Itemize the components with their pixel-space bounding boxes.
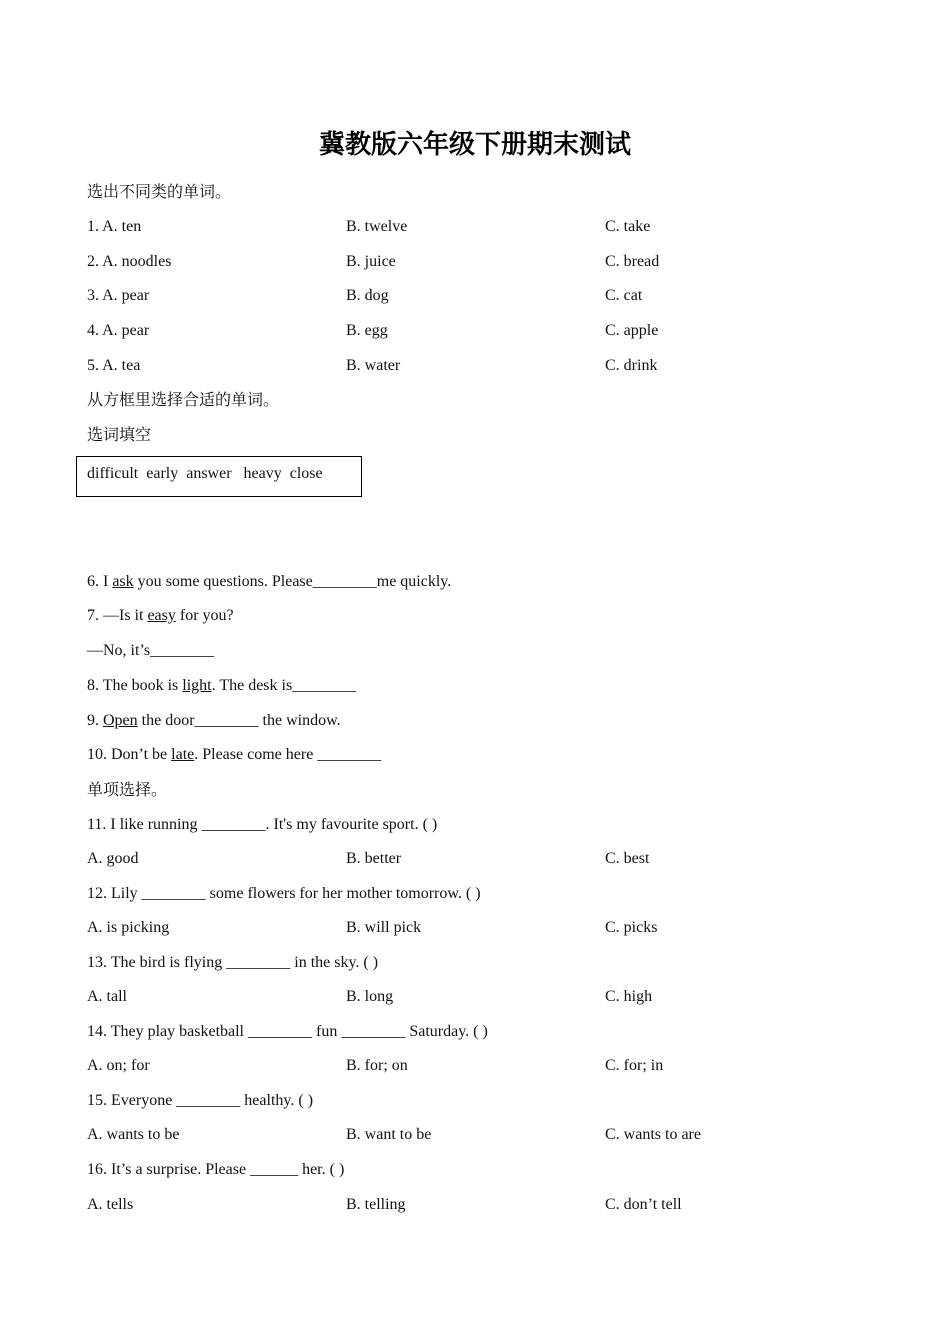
question-11: 11. I like running ________. It's my favourite sport. ( ) [87, 816, 438, 833]
q15-option-c: C. wants to are [605, 1126, 701, 1143]
section-heading-single-choice: 单项选择。 [87, 780, 168, 799]
option-a: 3. A. pear [87, 287, 150, 304]
q12-option-c: C. picks [605, 919, 658, 936]
question-12: 12. Lily ________ some flowers for her mother tomorrow. ( ) [87, 885, 481, 902]
option-c: C. cat [605, 287, 643, 304]
question-7: 7. —Is it easy for you? [87, 607, 234, 624]
q13-option-c: C. high [605, 988, 653, 1005]
q14-option-b: B. for; on [346, 1057, 408, 1074]
option-a: 4. A. pear [87, 322, 150, 339]
question-8: 8. The book is light. The desk is________ [87, 677, 357, 694]
q15-option-b: B. want to be [346, 1126, 432, 1143]
q16-option-b: B. telling [346, 1196, 406, 1213]
option-c: C. drink [605, 357, 658, 374]
question-10: 10. Don’t be late. Please come here ________ [87, 746, 382, 763]
q15-option-a: A. wants to be [87, 1126, 180, 1143]
section-heading-fill-words: 选词填空 [87, 425, 152, 444]
question-15: 15. Everyone ________ healthy. ( ) [87, 1092, 314, 1109]
page-title: 冀教版六年级下册期末测试 [318, 130, 631, 160]
q13-option-a: A. tall [87, 988, 127, 1005]
option-a: 5. A. tea [87, 357, 141, 374]
option-a: 2. A. noodles [87, 253, 172, 270]
section-heading-odd-one-out: 选出不同类的单词。 [87, 182, 232, 201]
q11-option-c: C. best [605, 850, 650, 867]
option-b: B. twelve [346, 218, 408, 235]
q12-option-a: A. is picking [87, 919, 170, 936]
question-7-answer: —No, it’s________ [87, 642, 215, 659]
question-9: 9. Open the door________ the window. [87, 712, 341, 729]
question-14: 14. They play basketball ________ fun ________ Saturday. ( ) [87, 1023, 488, 1040]
q14-option-c: C. for; in [605, 1057, 664, 1074]
word-box-text: difficult early answer heavy close [87, 465, 323, 482]
option-b: B. dog [346, 287, 389, 304]
option-c: C. bread [605, 253, 660, 270]
underlined-word: Open [103, 712, 138, 729]
underlined-word: light [182, 677, 212, 694]
q16-option-c: C. don’t tell [605, 1196, 682, 1213]
option-a: 1. A. ten [87, 218, 142, 235]
question-6: 6. I ask you some questions. Please________me quickly. [87, 573, 452, 590]
q16-option-a: A. tells [87, 1196, 134, 1213]
q12-option-b: B. will pick [346, 919, 422, 936]
underlined-word: easy [147, 607, 176, 624]
q11-option-a: A. good [87, 850, 139, 867]
option-b: B. egg [346, 322, 388, 339]
q14-option-a: A. on; for [87, 1057, 150, 1074]
option-b: B. juice [346, 253, 396, 270]
underlined-word: ask [112, 573, 134, 590]
option-c: C. take [605, 218, 651, 235]
word-box [76, 456, 362, 497]
question-13: 13. The bird is flying ________ in the sky. ( ) [87, 954, 379, 971]
q13-option-b: B. long [346, 988, 394, 1005]
section-heading-fill-from-box: 从方框里选择合适的单词。 [87, 390, 280, 409]
q11-option-b: B. better [346, 850, 402, 867]
option-c: C. apple [605, 322, 659, 339]
question-16: 16. It’s a surprise. Please ______ her. ( ) [87, 1161, 345, 1178]
option-b: B. water [346, 357, 401, 374]
underlined-word: late [171, 746, 195, 763]
